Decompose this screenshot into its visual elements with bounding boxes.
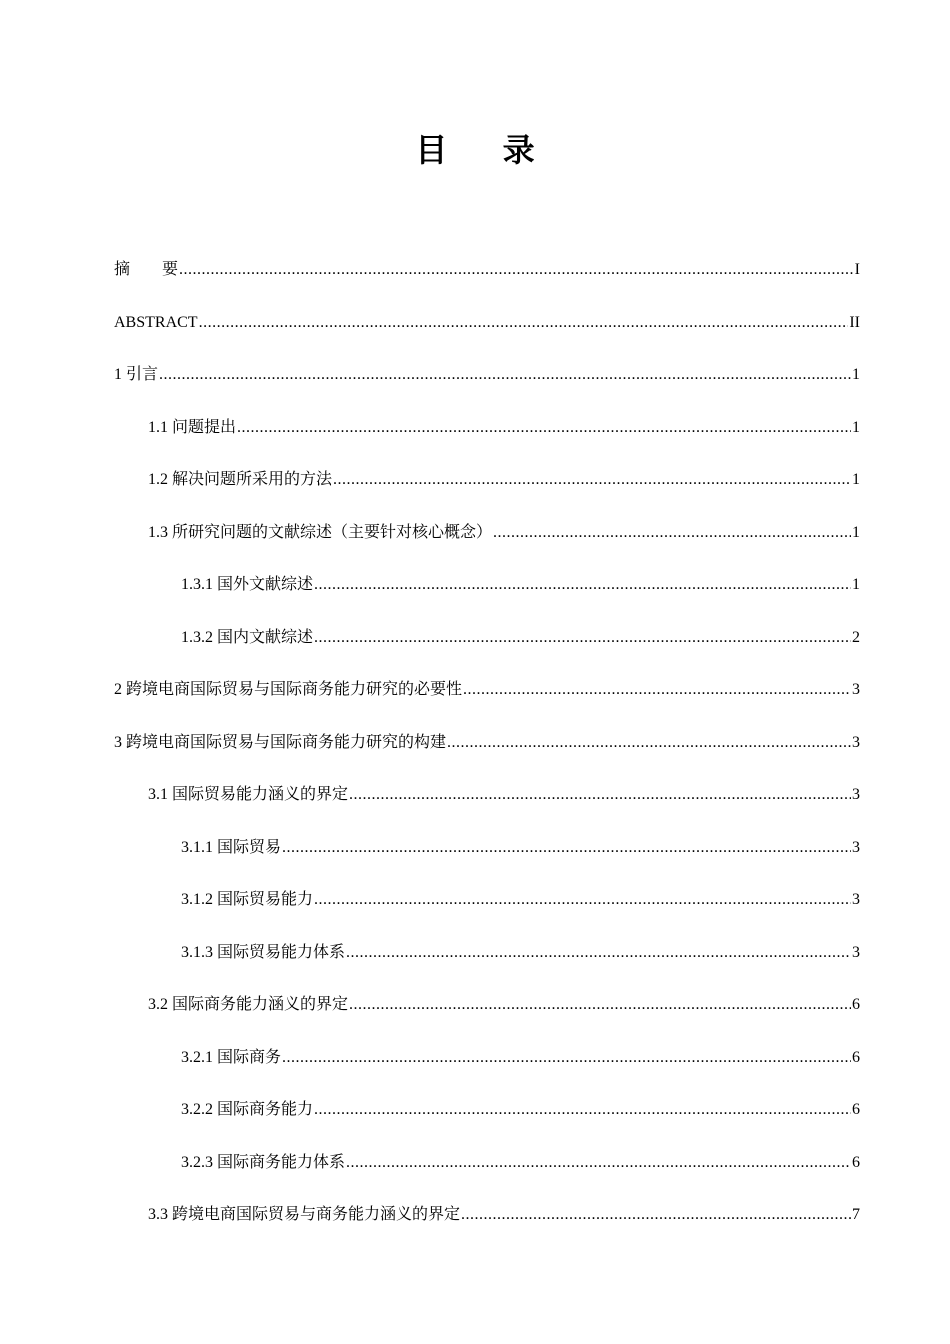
toc-dot-leader [349, 774, 851, 816]
toc-entry-label: 3.2.3 国际商务能力体系 [181, 1153, 346, 1171]
toc-entry-label: 1.3.1 国外文献综述 [181, 576, 314, 593]
toc-dot-leader [199, 302, 849, 344]
toc-dot-leader [461, 1194, 851, 1236]
toc-list [114, 249, 860, 1247]
toc-entry-page: I [854, 261, 860, 278]
toc-entry-label: 3.1.3 国际贸易能力体系 [181, 943, 346, 961]
toc-entry[interactable] [114, 984, 860, 1037]
toc-entry-label: 1 引言 [114, 366, 159, 383]
toc-entry-page: 2 [852, 628, 860, 646]
toc-entry-page: 6 [852, 1153, 860, 1171]
toc-entry-label: 3.2.1 国际商务 [181, 1048, 282, 1066]
toc-entry[interactable] [114, 1142, 860, 1195]
toc-entry-page: 6 [852, 1048, 860, 1066]
toc-dot-leader [314, 879, 851, 921]
toc-dot-leader [333, 459, 851, 501]
toc-entry-page: 6 [852, 996, 860, 1013]
toc-entry[interactable] [114, 354, 860, 407]
toc-entry-label: 摘 要 [114, 261, 179, 278]
toc-dot-leader [463, 669, 851, 711]
toc-entry-label: 3.3 跨境电商国际贸易与商务能力涵义的界定 [148, 1206, 461, 1223]
toc-entry-label: 3.1 国际贸易能力涵义的界定 [148, 786, 349, 803]
toc-entry[interactable] [114, 249, 860, 302]
toc-entry-label: ABSTRACT [114, 313, 198, 331]
toc-entry-page: 1 [852, 418, 860, 436]
toc-dot-leader [237, 407, 851, 449]
toc-entry[interactable] [114, 722, 860, 775]
toc-dot-leader [349, 984, 851, 1026]
toc-dot-leader [159, 354, 851, 396]
toc-entry-label: 3 跨境电商国际贸易与国际商务能力研究的构建 [114, 733, 447, 751]
toc-entry[interactable] [114, 407, 860, 460]
toc-entry-label: 1.3.2 国内文献综述 [181, 628, 314, 646]
toc-entry[interactable] [114, 879, 860, 932]
toc-entry[interactable] [114, 512, 860, 565]
toc-dot-leader [314, 1089, 851, 1131]
toc-dot-leader [346, 1142, 851, 1184]
toc-entry-page: 3 [852, 681, 860, 698]
toc-entry-label: 1.2 解决问题所采用的方法 [148, 471, 333, 488]
toc-entry-label: 1.1 问题提出 [148, 418, 237, 436]
toc-entry-page: 3 [852, 891, 860, 908]
toc-entry-page: 1 [852, 471, 860, 488]
toc-entry-page: II [849, 313, 860, 331]
toc-entry-page: 1 [852, 576, 860, 593]
toc-entry[interactable] [114, 827, 860, 880]
toc-entry[interactable] [114, 1194, 860, 1247]
toc-entry-page: 6 [852, 1101, 860, 1118]
toc-entry[interactable] [114, 932, 860, 985]
toc-entry-label: 2 跨境电商国际贸易与国际商务能力研究的必要性 [114, 681, 463, 698]
toc-dot-leader [314, 617, 851, 659]
toc-dot-leader [346, 932, 851, 974]
toc-entry[interactable] [114, 1037, 860, 1090]
toc-entry-label: 3.1.1 国际贸易 [181, 838, 282, 856]
toc-entry-label: 3.2.2 国际商务能力 [181, 1101, 314, 1118]
toc-entry[interactable] [114, 669, 860, 722]
toc-entry[interactable] [114, 774, 860, 827]
toc-entry-label: 3.2 国际商务能力涵义的界定 [148, 996, 349, 1013]
toc-entry[interactable] [114, 459, 860, 512]
toc-entry-page: 3 [852, 943, 860, 961]
toc-entry-page: 3 [852, 733, 860, 751]
toc-entry-label: 3.1.2 国际贸易能力 [181, 891, 314, 908]
toc-dot-leader [314, 564, 851, 606]
toc-dot-leader [282, 1037, 851, 1079]
toc-entry-page: 1 [852, 366, 860, 383]
toc-entry-label: 1.3 所研究问题的文献综述（主要针对核心概念） [148, 523, 493, 541]
toc-entry[interactable] [114, 1089, 860, 1142]
toc-dot-leader [179, 249, 854, 291]
toc-entry-page: 3 [852, 838, 860, 856]
toc-entry[interactable] [114, 617, 860, 670]
toc-entry-page: 1 [852, 523, 860, 541]
toc-dot-leader [447, 722, 851, 764]
toc-title: 目 录 [415, 131, 557, 169]
toc-dot-leader [493, 512, 851, 554]
toc-dot-leader [282, 827, 851, 869]
toc-entry-page: 3 [852, 786, 860, 803]
toc-entry-page: 7 [852, 1206, 860, 1223]
toc-entry[interactable] [114, 302, 860, 355]
toc-entry[interactable] [114, 564, 860, 617]
